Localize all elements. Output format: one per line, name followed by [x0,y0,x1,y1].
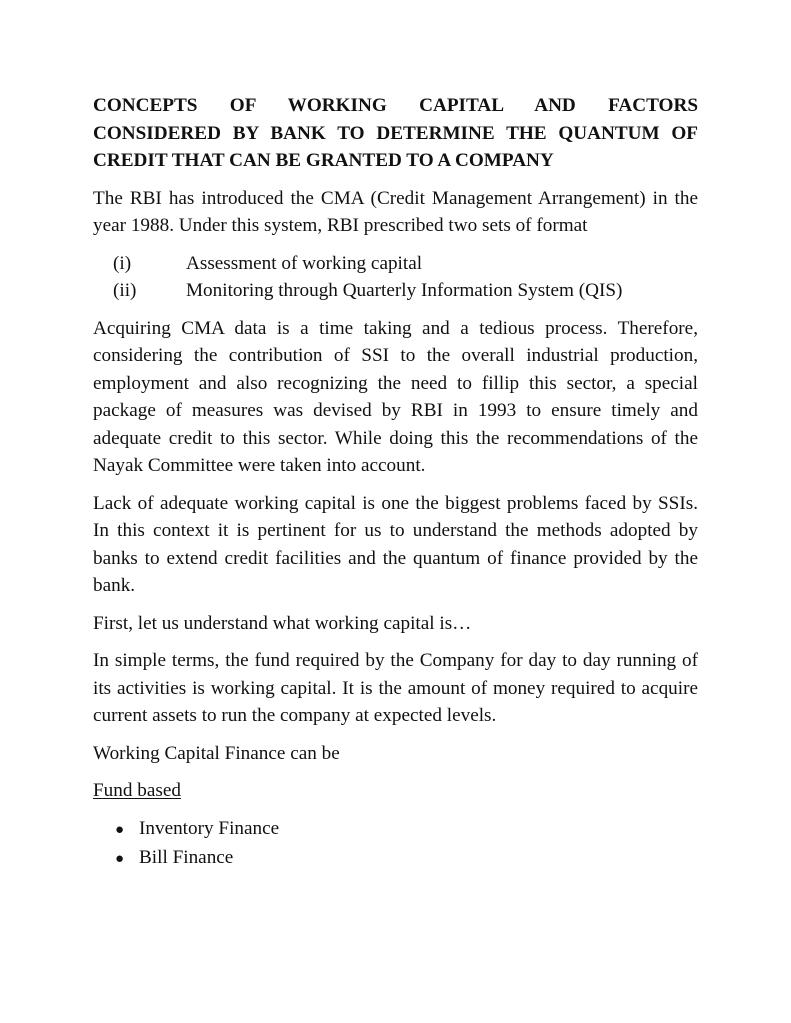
title-line-1: CONCEPTS OF WORKING CAPITAL AND FACTORS [93,95,698,116]
bullet-icon: ● [115,821,125,838]
list-item [93,844,698,874]
list-item [93,250,698,278]
fund-based-heading-text: Fund based [93,780,181,801]
list-item-text: Assessment of working capital [186,252,423,274]
list-item-text: Inventory Finance [139,817,280,839]
list-item-number: (i) [113,252,132,274]
list-item [93,277,698,305]
list-item-text: Monitoring through Quarterly Information System (QIS) [186,280,623,301]
paragraph-cma-intro: The RBI has introduced the CMA (Credit Management Arrangement) in the year 1988. Under this system, RBI prescribed two sets of format [93,187,698,236]
paragraph-lack-of-capital: Lack of adequate working capital is one the biggest problems faced by SSIs. In this context it is pertinent for us to understand the methods adopted by banks to extend credit facilities and the quantum of finance provided by the bank. [93,492,698,596]
list-item-text: Bill Finance [139,847,234,868]
list-item [93,815,698,845]
document-page [93,92,698,874]
list-item-number: (ii) [113,280,137,301]
title-line-2: CONSIDERED BY BANK TO DETERMINE THE QUANTUM OF [93,122,698,144]
paragraph-finance-can-be: Working Capital Finance can be [93,742,340,764]
bullet-icon: ● [115,851,125,867]
paragraph-cma-data: Acquiring CMA data is a time taking and a tedious process. Therefore, considering the contribution of SSI to the overall industrial production, employment and also recognizing the need to fillip this sector, a special package of measures was devised by RBI in 1993 to ensure timely and adequate credit to this sector. While doing this the recommendations of the Nayak Committee were taken into account. [93,317,698,476]
title-line-3: CREDIT THAT CAN BE GRANTED TO A COMPANY [93,150,554,171]
page-title [93,92,698,175]
fund-based-list [93,815,698,874]
format-list [93,250,698,305]
fund-based-heading [93,777,698,805]
paragraph-simple-terms: In simple terms, the fund required by the Company for day to day running of its activities is working capital. It is the amount of money required to acquire current assets to run the company at expected levels. [93,650,698,726]
paragraph-first-understand: First, let us understand what working capital is… [93,612,472,634]
